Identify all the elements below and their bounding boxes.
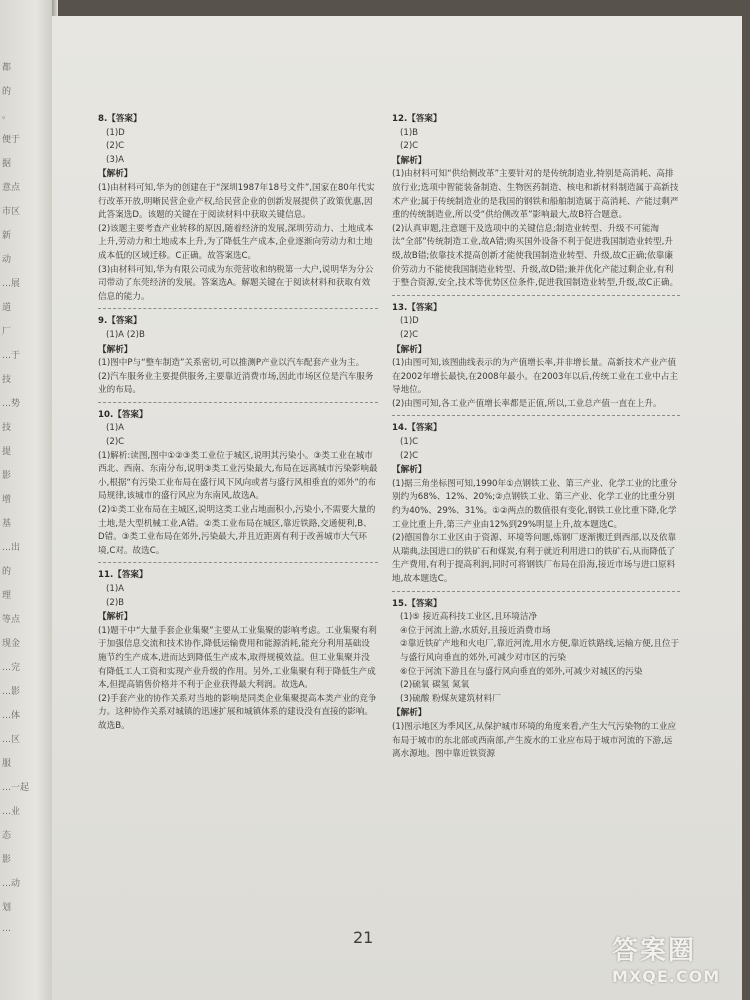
left-page-text-fragment: 划 — [2, 903, 12, 913]
question-block — [392, 422, 680, 591]
analysis-paragraph: (2)由图可知,各工业产值增长率都是正值,所以,工业总产值一直在上升。 — [392, 398, 662, 409]
left-page-text-fragment: 影 — [2, 855, 12, 865]
analysis-paragraph: (2)德国鲁尔工业区由于资源、环境等问题,炼钢厂逐渐搬迁到西部,以及依靠从瑞典,法国进口的铁矿石和煤炭,有利于就近利用进口的铁矿石,从而降低了生产费用,有利于提高利润,同时可将钢铁厂布局在沿海,接近市场与进口原料地,故本题选C。 — [392, 533, 677, 584]
question-block — [392, 598, 680, 766]
answer-line: (1)C — [400, 437, 419, 448]
answer-line: (2)B — [106, 597, 125, 608]
answer-line: (1)A — [106, 584, 125, 594]
analysis-heading: 【解析】 — [392, 155, 427, 166]
analysis-heading: 【解析】 — [98, 169, 133, 180]
analysis-paragraph: (2)①类工业布局在主城区,说明这类工业占地面积小,污染小,不需要大量的土地,是大型机械工业,A错。②类工业布局在城区,靠近铁路,交通便利,B、D错。③类工业布局在郊外,污染最大,并且近距离有利于改善城市大气环境,C对。故选C。 — [98, 505, 376, 556]
left-page-text-fragment: …出 — [2, 543, 21, 553]
analysis-heading: 【解析】 — [392, 465, 427, 476]
left-page-text-fragment: 影 — [2, 471, 12, 481]
left-page-text-fragment: …展 — [2, 279, 21, 289]
left-page-text-fragment: … — [2, 924, 11, 934]
left-page-text-fragment: …业 — [2, 807, 21, 817]
analysis-paragraph: (1)由材料可知,华为的创建在于“深圳1987年18号文件”,国家在80年代实行改革开放,明晰民营企业产权,给民营企业的创新发展提供了政策优惠,因此答案选D。该题的关键在于阅读材料中获取关键信息。 — [98, 182, 375, 221]
analysis-paragraph: (2)该题主要考查产业转移的原因,随着经济的发展,深圳劳动力、土地成本上升,劳动力和土地成本上升,为了降低生产成本,企业逐渐向劳动力和土地成本低的区域迁移。C正确。故答案选C。 — [98, 223, 374, 261]
answer-line: (1)D — [400, 316, 419, 327]
analysis-paragraph: (1)由图可知,该图曲线表示的为产值增长率,并非增长量。高新技术产业产值在2002年增长最快,在2008年最小。在2003年以后,传统工业在工业中占主导地位。 — [392, 358, 678, 396]
analysis-heading: 【解析】 — [392, 344, 427, 355]
question-answer-heading: 13.【答案】 — [392, 302, 442, 313]
analysis-paragraph: (1)据三角坐标图可知,1990年①点钢铁工业、第三产业、化学工业的比重分别约为68%、12%、20%;②点钢铁工业、第三产业、化学工业的比重分别约为40%、29%、31%。①②两点的数值很有变化,钢铁工业比重下降,化学工业比重上升,第三产业由12%到29%明显上升,故本题选C。 — [392, 478, 678, 530]
question-block — [392, 113, 680, 296]
left-page-text-fragment: …动 — [2, 879, 21, 889]
left-page-text-fragment: 新 — [2, 231, 12, 241]
left-page-text-fragment: 等点 — [2, 615, 21, 625]
answer-line: (1)B — [400, 127, 419, 138]
left-page-text-fragment: …完 — [2, 663, 21, 673]
left-page-text-fragment: 的 — [2, 87, 12, 97]
left-answer-column — [98, 113, 378, 744]
analysis-paragraph: (1)由材料可知“供给侧改革”主要针对的是传统制造业,特别是高消耗、高排放行业;选项中智能装备制造、生物医药制造、核电和新材料制造属于高新技术产业;属于传统制造业的是我国的钢铁和船舶制造属于高消耗、产能过剩严重的传统制造业,所以受“供给侧改革”影响最大,故B符合题意。 — [392, 169, 679, 221]
left-page-text-fragment: 厂 — [2, 327, 12, 337]
site-watermark — [612, 930, 730, 992]
page-number: 21 — [353, 928, 374, 947]
watermark-logo: 答案圈 — [612, 936, 697, 966]
question-block — [98, 569, 378, 737]
answer-line: (3)A — [106, 154, 125, 165]
left-page-text-fragment: 现金 — [2, 639, 21, 649]
left-page-text-fragment: …势 — [2, 399, 21, 409]
analysis-paragraph: (2)汽车服务业主要提供服务,主要靠近消费市场,因此市场区位是汽车服务业的布局。 — [98, 371, 374, 396]
analysis-heading: 【解析】 — [98, 344, 133, 355]
left-page-text-fragment: 便于 — [2, 135, 21, 145]
question-answer-heading: 9.【答案】 — [98, 316, 142, 327]
question-answer-heading: 10.【答案】 — [98, 409, 148, 420]
analysis-paragraph: (1)图中P与“整车制造”关系密切,可以推测P产业以汽车配套产业为主。 — [98, 358, 365, 369]
left-page-text-fragment: …区 — [2, 735, 21, 745]
question-answer-heading: 11.【答案】 — [98, 570, 148, 581]
question-answer-heading: 8.【答案】 — [98, 114, 142, 124]
answer-line: (1)⑤ 接近高科技工业区,且环境洁净 — [400, 612, 538, 623]
book-page — [52, 16, 742, 1000]
answer-line: (2)C — [400, 329, 419, 340]
analysis-paragraph: (2)手套产业的协作关系对当地的影响是同类企业集聚提高本类产业的竞争力。这种协作关系对城镇的迅速扩展和城镇体系的建设没有直接的影响。故选B。 — [98, 693, 377, 731]
analysis-paragraph: (1)解析:读图,图中①②③类工业位于城区,说明其污染小。③类工业在城市西北、西南、东南分布,说明③类工业污染最大,布局在远离城市污染影响最小,根据“有污染工业布局在盛行风下风向或者与盛行风相垂直的郊外”的布局规律,该城市的盛行风应为东南风,故选A。 — [98, 450, 378, 502]
right-answer-column — [392, 113, 680, 772]
left-page-text-fragment: 市区 — [2, 207, 21, 217]
answer-line: ②靠近铁矿产地和火电厂,靠近河流,用水方便,靠近铁路线,运输方便,且位于与盛行风向垂直的郊外,可减少对市区的污染 — [400, 639, 680, 663]
question-block — [98, 113, 378, 309]
answer-line: (1)A — [106, 423, 125, 434]
left-page-text-fragment: …一起 — [2, 783, 30, 793]
answer-line: (2)C — [400, 141, 419, 152]
analysis-heading: 【解析】 — [392, 708, 427, 719]
left-page-text-fragment: 态 — [2, 831, 12, 841]
analysis-heading: 【解析】 — [98, 612, 133, 623]
left-page-text-fragment: 动 — [2, 255, 12, 265]
analysis-paragraph: (1)图示地区为季风区,从保护城市环境的角度来看,产生大气污染物的工业应布局于城市的东北部或西南部,产生废水的工业应布局于城市河流的下游,远离水源地。图中靠近铁资源 — [392, 721, 677, 760]
question-answer-heading: 14.【答案】 — [392, 423, 442, 434]
answer-line: (2)C — [106, 437, 125, 448]
left-page-text-fragment: 提 — [2, 447, 12, 457]
left-page-text-fragment: 都 — [2, 63, 12, 73]
left-page-text-fragment: 的 — [2, 567, 12, 577]
answer-line: ⑥位于河流下游且在与盛行风向垂直的郊外,可减少对城区的污染 — [400, 666, 643, 677]
answer-line: ④位于河流上游,水质好,且接近消费市场 — [400, 625, 551, 636]
left-page-text-fragment: 服 — [2, 759, 12, 769]
answer-line: (2)硫氧 碳氢 氮氧 — [400, 680, 470, 691]
question-block — [392, 302, 680, 417]
left-page-text-fragment: 增 — [2, 495, 12, 505]
answer-line: (1)A (2)B — [106, 329, 145, 340]
question-answer-heading: 12.【答案】 — [392, 114, 442, 124]
left-page-text-fragment: 据 — [2, 159, 12, 169]
analysis-paragraph: (3)由材料可知,华为有限公司成为东莞营收和纳税第一大户,说明华为分公司带动了东莞经济的发展。答案选A。解题关键在于阅读材料和获取有效信息的能力。 — [98, 264, 374, 302]
left-page-text-fragment: …体 — [2, 711, 21, 721]
question-block — [98, 409, 378, 564]
left-page-text-fragment: 道 — [2, 303, 12, 313]
answer-line: (2)C — [106, 141, 125, 152]
analysis-paragraph: (2)认真审题,注意题干及选项中的关键信息;制造业转型、升级不可能淘汰“全部”传统制造工业,故A错;购买国外设备不利于促进我国制造业转型,升级,故B错;依靠技术提高创新才能使我国制造业转型、升级,故C正确;依靠廉价劳动力不能使我国制造业转型、升级,故D错;兼并优化产能过剩企业,有利于整合资源,安全,技术等优势区位条件,促进我国制造业转型,升级,故C正确。 — [392, 223, 679, 289]
watermark-url: MXQE.COM — [612, 967, 721, 986]
left-page-text-fragment: …于 — [2, 351, 21, 361]
left-page-text-fragment: 理 — [2, 591, 12, 601]
left-page-text-fragment: 。 — [2, 111, 12, 121]
left-page-text-fragment: …影 — [2, 687, 21, 697]
left-page-text-fragment: 技 — [2, 423, 12, 433]
question-answer-heading: 15.【答案】 — [392, 598, 442, 609]
left-page-text-fragment: 基 — [2, 519, 12, 529]
left-page-text-fragment: 意点 — [2, 183, 21, 193]
answer-line: (2)C — [400, 450, 419, 461]
answer-line: (1)D — [106, 127, 125, 138]
question-block — [98, 315, 378, 403]
analysis-paragraph: (1)题干中“大量手套企业集聚”主要从工业集聚的影响考虑。工业集聚有利于加强信息交流和技术协作,降低运输费用和能源消耗,能充分利用基础设施节约生产成本,进而达到降低生产成本,取得规模效益。但工业集聚并没有降低工人工资和实现产业升级的作用。另外,工业集聚有利于降低生产成本,但提高销售价格并不利于企业获得最大利润。故选A。 — [98, 625, 377, 691]
left-page-text-fragment: 技 — [2, 375, 12, 385]
answer-line: (3)硫酸 粉煤灰建筑材料厂 — [400, 693, 501, 704]
adjacent-left-page — [0, 0, 52, 1000]
